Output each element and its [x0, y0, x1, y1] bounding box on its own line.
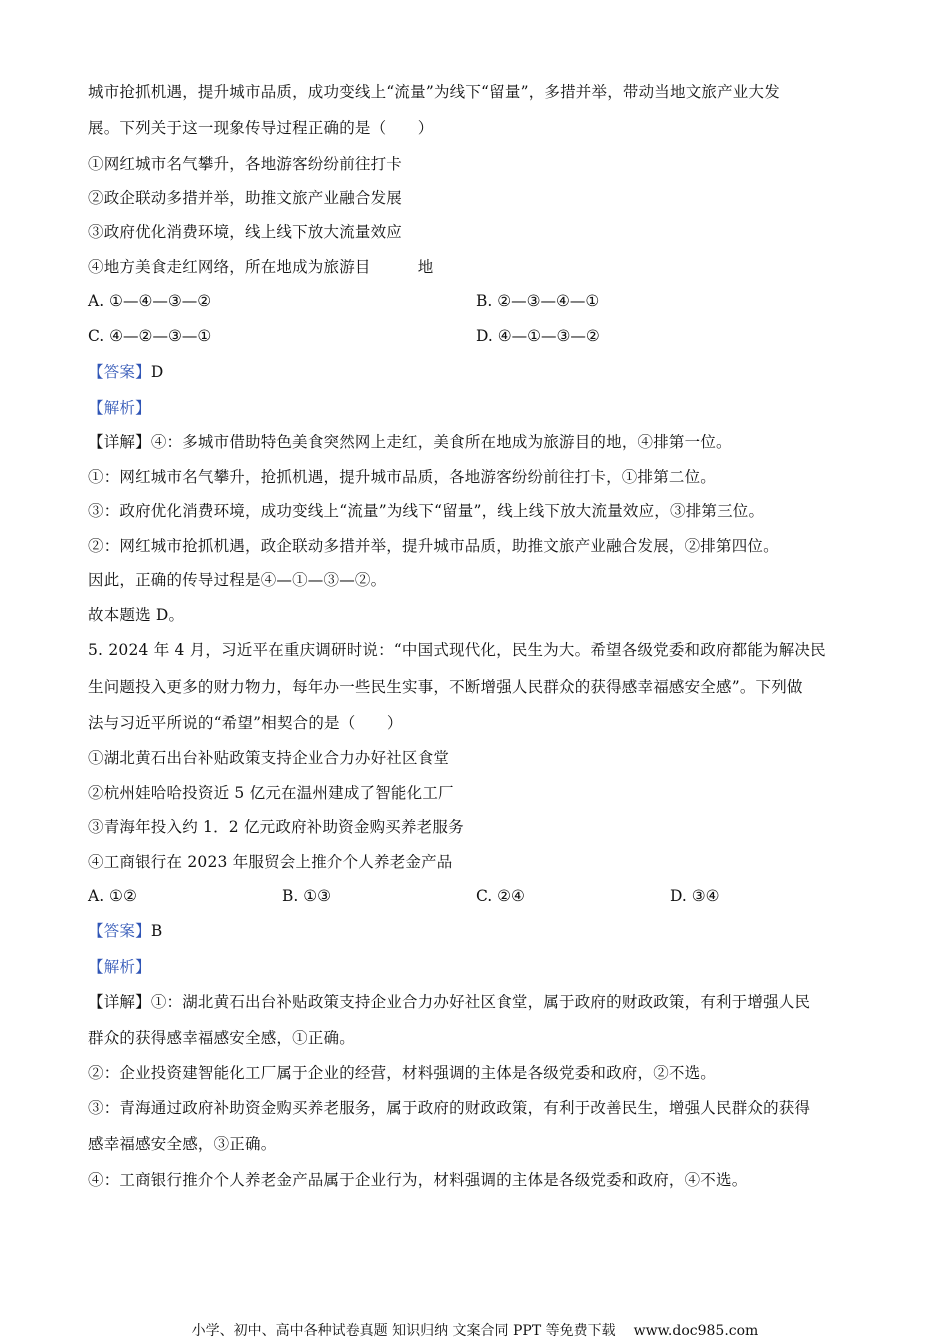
q4-option-c: C. ④—②—③—① — [88, 327, 212, 345]
q4-detail-line-1 — [88, 432, 732, 452]
q5-analysis-line — [88, 957, 151, 977]
q4-option-a: A. ①—④—③—② — [88, 292, 212, 310]
q5-detail-line-1 — [88, 992, 810, 1012]
q4-item-1: ①网红城市名气攀升，各地游客纷纷前往打卡 — [88, 155, 403, 173]
q4-stem-line-2: 展。下列关于这一现象传导过程正确的是（ ） — [88, 119, 434, 137]
q4-detail-line-6: 故本题选 D。 — [88, 606, 185, 624]
q5-stem-line-2: 生问题投入更多的财力物力，每年办一些民生实事，不断增强人民群众的获得感幸福感安全感”。下列做 — [88, 678, 803, 696]
q5-detail-text-1: ①：湖北黄石出台补贴政策支持企业合力办好社区食堂，属于政府的财政政策，有利于增强人民 — [150, 993, 811, 1011]
q5-option-b: B. ①③ — [282, 887, 332, 905]
analysis-tag: 【解析】 — [88, 958, 151, 976]
q4-detail-line-3: ③：政府优化消费环境，成功变线上“流量”为线下“留量”，线上线下放大流量效应，③排第三位。 — [88, 502, 765, 520]
q4-detail-text-1: ④：多城市借助特色美食突然网上走红，美食所在地成为旅游目的地，④排第一位。 — [150, 433, 732, 451]
q5-item-4: ④工商银行在 2023 年服贸会上推介个人养老金产品 — [88, 853, 453, 871]
q4-stem-line-1: 城市抢抓机遇，提升城市品质，成功变线上“流量”为线下“留量”，多措并举，带动当地文旅产业大发 — [88, 83, 780, 101]
q5-item-1: ①湖北黄石出台补贴政策支持企业合力办好社区食堂 — [88, 749, 450, 767]
q5-answer-line — [88, 921, 162, 941]
q5-detail-line-4: ③：青海通过政府补助资金购买养老服务，属于政府的财政政策，有利于改善民生，增强人民群众的获得 — [88, 1099, 811, 1117]
q4-answer-line — [88, 362, 163, 382]
q5-detail-line-5: 感幸福感安全感，③正确。 — [88, 1135, 277, 1153]
q4-item-2: ②政企联动多措并举，助推文旅产业融合发展 — [88, 189, 403, 207]
page-footer — [0, 1322, 950, 1340]
footer-url[interactable]: www.doc985.com — [633, 1323, 759, 1339]
q5-option-a: A. ①② — [88, 887, 137, 905]
q4-option-d: D. ④—①—③—② — [476, 327, 600, 345]
answer-tag: 【答案】 — [88, 922, 151, 940]
footer-text: 小学、初中、高中各种试卷真题 知识归纳 文案合同 PPT 等免费下载 — [191, 1323, 616, 1339]
q4-analysis-line — [88, 398, 151, 418]
q4-detail-line-5: 因此，正确的传导过程是④—①—③—②。 — [88, 571, 387, 589]
q5-option-c: C. ②④ — [476, 887, 525, 905]
q5-item-2: ②杭州娃哈哈投资近 5 亿元在温州建成了智能化工厂 — [88, 784, 454, 802]
q4-option-b: B. ②—③—④—① — [476, 292, 600, 310]
q4-item-3: ③政府优化消费环境，线上线下放大流量效应 — [88, 223, 403, 241]
q5-stem-line-1: 5. 2024 年 4 月，习近平在重庆调研时说：“中国式现代化，民生为大。希望各级党委和政府都能为解决民 — [88, 641, 826, 659]
q5-stem-line-3: 法与习近平所说的“希望”相契合的是（ ） — [88, 714, 403, 732]
q4-item-4: ④地方美食走红网络，所在地成为旅游目 地 — [88, 258, 434, 276]
q5-item-3: ③青海年投入约 1．2 亿元政府补助资金购买养老服务 — [88, 818, 464, 836]
answer-tag: 【答案】 — [88, 363, 151, 381]
q4-detail-line-4: ②：网红城市抢抓机遇，政企联动多措并举，提升城市品质，助推文旅产业融合发展，②排第四位。 — [88, 537, 779, 555]
q5-option-d: D. ③④ — [670, 887, 720, 905]
q5-answer: B — [150, 922, 163, 940]
q4-detail-line-2: ①：网红城市名气攀升，抢抓机遇，提升城市品质，各地游客纷纷前往打卡，①排第二位。 — [88, 468, 717, 486]
detail-tag: 【详解】 — [88, 993, 151, 1011]
q4-answer: D — [150, 363, 164, 381]
q5-detail-line-2: 群众的获得感幸福感安全感，①正确。 — [88, 1029, 355, 1047]
q5-detail-line-3: ②：企业投资建智能化工厂属于企业的经营，材料强调的主体是各级党委和政府，②不选。 — [88, 1064, 717, 1082]
analysis-tag: 【解析】 — [88, 399, 151, 417]
q5-detail-line-6: ④：工商银行推介个人养老金产品属于企业行为，材料强调的主体是各级党委和政府，④不选。 — [88, 1171, 748, 1189]
detail-tag: 【详解】 — [88, 433, 151, 451]
